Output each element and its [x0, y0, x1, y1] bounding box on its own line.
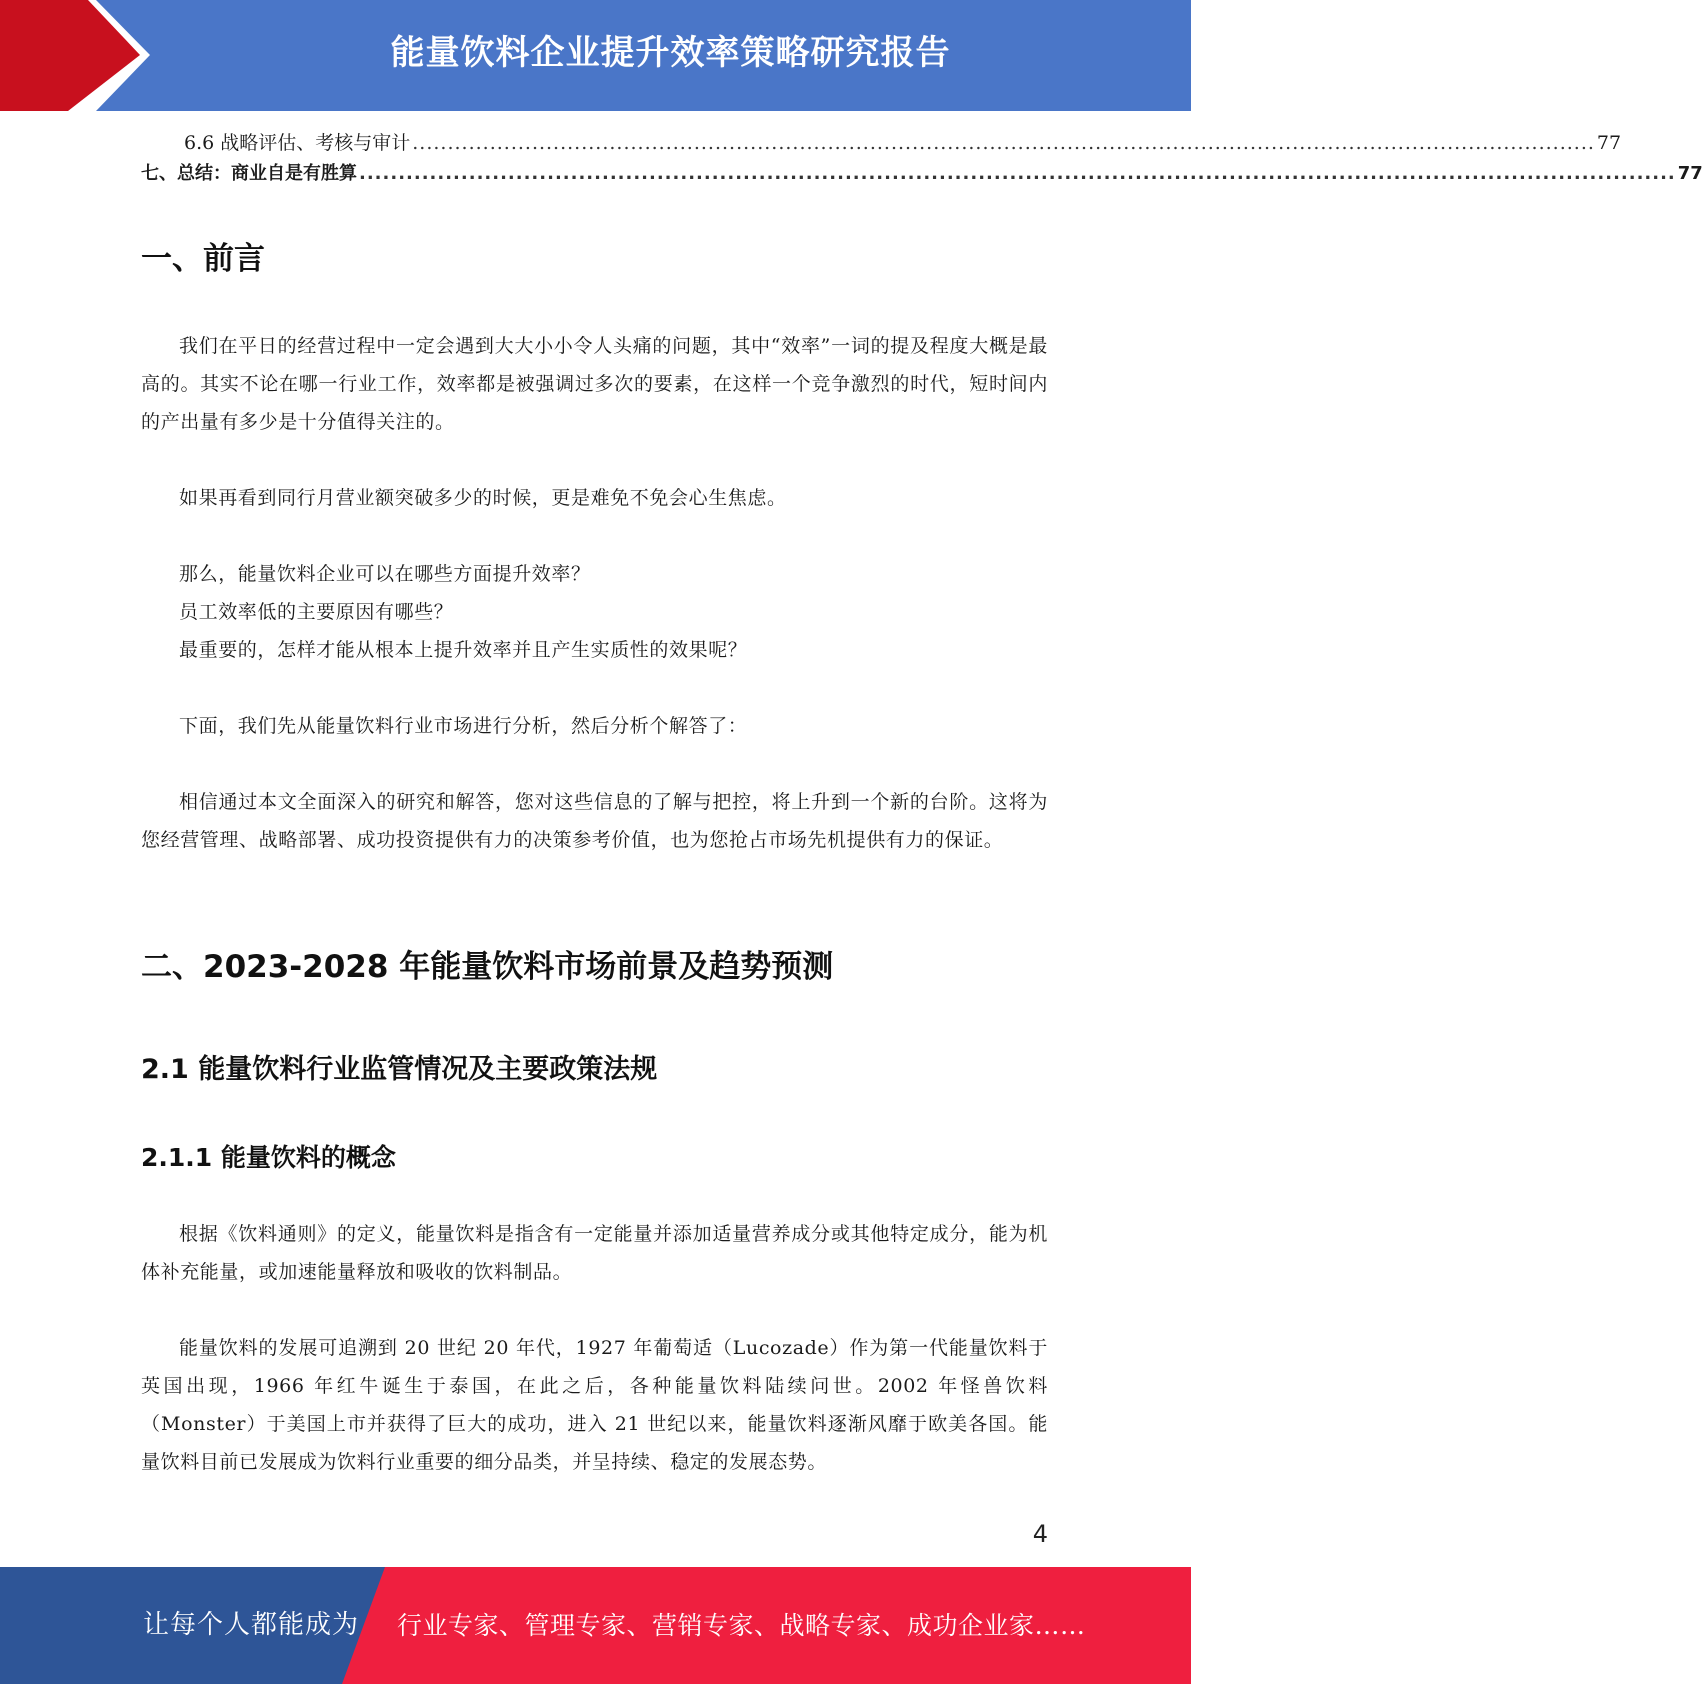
footer-slogan-right: 行业专家、管理专家、营销专家、战略专家、成功企业家…… — [397, 1611, 1086, 1640]
toc-leader-dots: ........................................................................................................................................................................ — [359, 163, 1676, 184]
body-paragraph: 相信通过本文全面深入的研究和解答，您对这些信息的了解与把控，将上升到一个新的台阶。这将为您经营管理、战略部署、成功投资提供有力的决策参考价值，也为您抢占市场先机提供有力的保证。 — [141, 791, 1048, 851]
section-2-1-1-heading: 2.1.1 能量饮料的概念 — [141, 1143, 396, 1172]
page-header — [0, 0, 1191, 111]
toc-entry[interactable] — [184, 130, 1622, 156]
section-2-heading: 二、2023-2028 年能量饮料市场前景及趋势预测 — [141, 949, 834, 985]
toc-entry-label: 6.6 战略评估、考核与审计 — [184, 132, 411, 154]
footer-slogan-left: 让每个人都能成为 — [143, 1610, 360, 1640]
question-line: 最重要的，怎样才能从根本上提升效率并且产生实质性的效果呢？ — [179, 639, 748, 661]
section-2-1-heading: 2.1 能量饮料行业监管情况及主要政策法规 — [141, 1054, 658, 1085]
question-line: 那么，能量饮料企业可以在哪些方面提升效率？ — [179, 563, 591, 585]
question-line: 员工效率低的主要原因有哪些？ — [179, 601, 454, 623]
body-paragraph: 下面，我们先从能量饮料行业市场进行分析，然后分析个解答了： — [179, 715, 748, 737]
preface-heading: 一、前言 — [141, 241, 265, 277]
body-paragraph: 如果再看到同行月营业额突破多少的时候，更是难免不免会心生焦虑。 — [179, 487, 787, 509]
toc-leader-dots: ........................................................................................................................................................................ — [412, 132, 1595, 154]
body-paragraph: 根据《饮料通则》的定义，能量饮料是指含有一定能量并添加适量营养成分或其他特定成分，能为机体补充能量，或加速能量释放和吸收的饮料制品。 — [141, 1223, 1048, 1283]
report-title: 能量饮料企业提升效率策略研究报告 — [390, 33, 951, 73]
toc-entry[interactable] — [141, 161, 1703, 187]
body-paragraph: 能量饮料的发展可追溯到 20 世纪 20 年代，1927 年葡萄适（Lucozade）作为第一代能量饮料于英国出现，1966 年红牛诞生于泰国，在此之后，各种能量饮料陆续问世。2002 年怪兽饮料（Monster）于美国上市并获得了巨大的成功，进入 21 世纪以来，能量饮料逐渐风靡于欧美各国。能量饮料目前已发展成为饮料行业重要的细分品类，并呈持续、稳定的发展态势。 — [141, 1337, 1048, 1473]
header-chevron-decoration — [0, 0, 160, 111]
toc-entry-label: 七、总结：商业自是有胜算 — [141, 163, 357, 184]
body-paragraph: 我们在平日的经营过程中一定会遇到大大小小令人头痛的问题，其中“效率”一词的提及程度大概是最高的。其实不论在哪一行业工作，效率都是被强调过多次的要素，在这样一个竞争激烈的时代，短时间内的产出量有多少是十分值得关注的。 — [141, 335, 1048, 433]
toc-entry-page: 77 — [1677, 163, 1703, 184]
page-number: 4 — [1032, 1520, 1048, 1548]
page-footer — [0, 1567, 1191, 1684]
toc-entry-page: 77 — [1596, 132, 1622, 154]
